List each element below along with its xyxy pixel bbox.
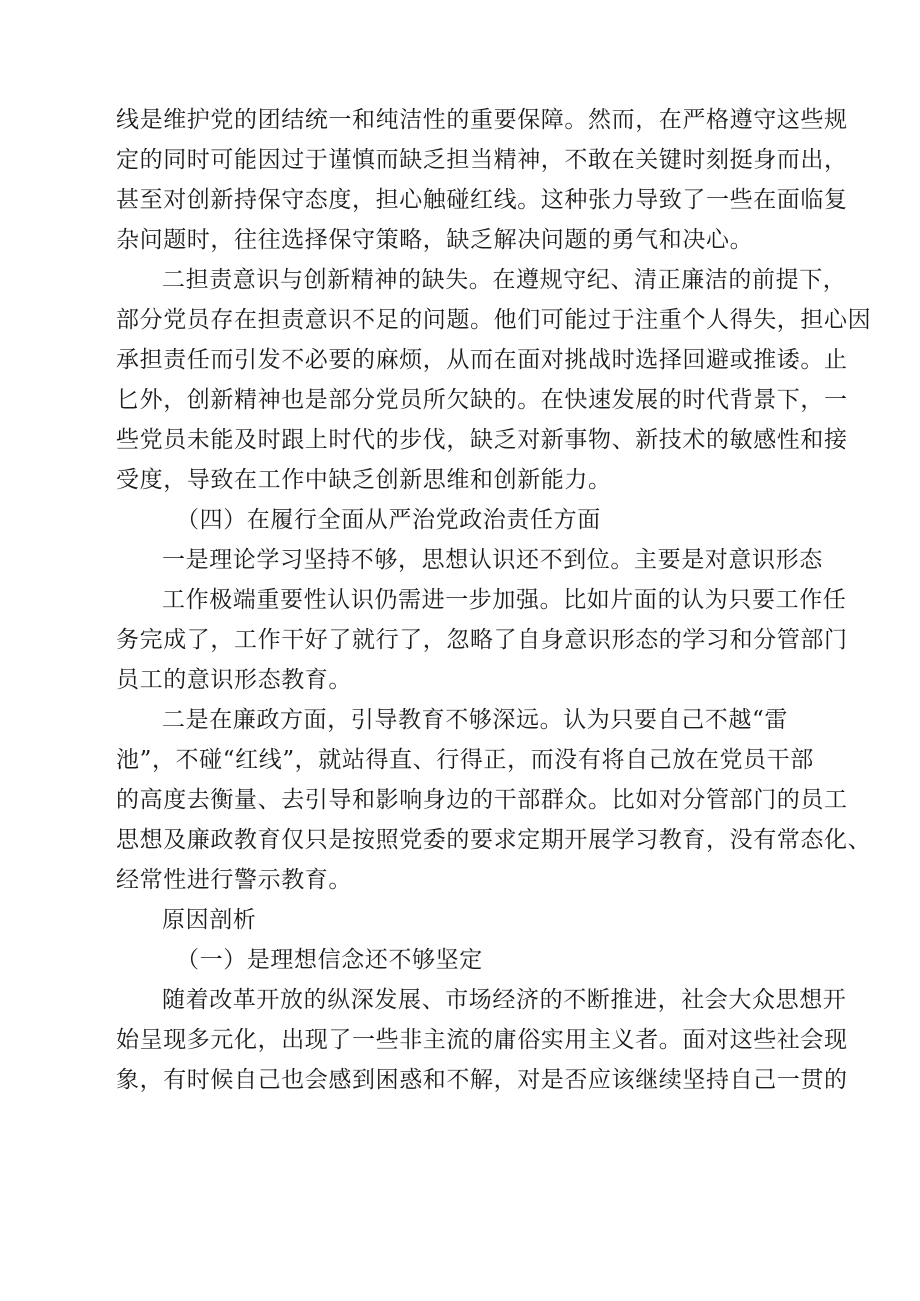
text-line: 始呈现多元化，出现了一些非主流的庸俗实用主义者。面对这些社会现 — [116, 1027, 848, 1053]
text-line: 受度，导致在工作中缺乏创新思维和创新能力。 — [116, 467, 612, 493]
text-line: 甚至对创新持保守态度，担心触碰红线。这种张力导致了一些在面临复 — [116, 187, 848, 213]
text-line: 部分党员存在担责意识不足的问题。他们可能过于注重个人得失，担心因 — [116, 307, 872, 333]
text-line: 的高度去衡量、去引导和影响身边的干部群众。比如对分管部门的员工 — [116, 787, 848, 813]
text-line: 杂问题时，往往选择保守策略，缺乏解决问题的勇气和决心。 — [116, 227, 754, 253]
text-line: 承担责任而引发不必要的麻烦，从而在面对挑战时选择回避或推诿。止 — [116, 347, 848, 373]
text-line: 定的同时可能因过于谨慎而缺乏担当精神，不敢在关键时刻挺身而出， — [116, 147, 848, 173]
text-line: 些党员未能及时跟上时代的步伐，缺乏对新事物、新技术的敏感性和接 — [116, 427, 848, 453]
text-line: 池”，不碰“红线”，就站得直、行得正，而没有将自己放在党员干部 — [116, 747, 814, 773]
text-line: 二是在廉政方面，引导教育不够深远。认为只要自己不越“雷 — [162, 707, 788, 733]
text-line: 一是理论学习坚持不够，思想认识还不到位。主要是对意识形态 — [162, 547, 823, 573]
subsection-heading: （一）是理想信念还不够坚定 — [176, 947, 483, 973]
text-line: 思想及廉政教育仅只是按照党委的要求定期开展学习教育，没有常态化、 — [116, 827, 872, 853]
text-line: 随着改革开放的纵深发展、市场经济的不断推进，社会大众思想开 — [162, 987, 847, 1013]
text-line: 线是维护党的团结统一和纯洁性的重要保障。然而，在严格遵守这些规 — [116, 107, 848, 133]
section-heading: 原因剖析 — [162, 907, 257, 933]
section-heading: （四）在履行全面从严治党政治责任方面 — [176, 507, 601, 533]
text-line: 匕外，创新精神也是部分党员所欠缺的。在快速发展的时代背景下，一 — [116, 387, 848, 413]
text-line: 象，有时候自己也会感到困惑和不解，对是否应该继续坚持自己一贯的 — [116, 1067, 848, 1093]
text-line: 二担责意识与创新精神的缺失。在遵规守纪、清正廉洁的前提下， — [162, 267, 847, 293]
text-line: 工作极端重要性认识仍需进一步加强。比如片面的认为只要工作任 — [162, 587, 847, 613]
text-line: 员工的意识形态教育。 — [116, 667, 352, 693]
text-line: 经常性进行警示教育。 — [116, 867, 352, 893]
text-line: 务完成了，工作干好了就行了，忽略了自身意识形态的学习和分管部门 — [116, 627, 848, 653]
